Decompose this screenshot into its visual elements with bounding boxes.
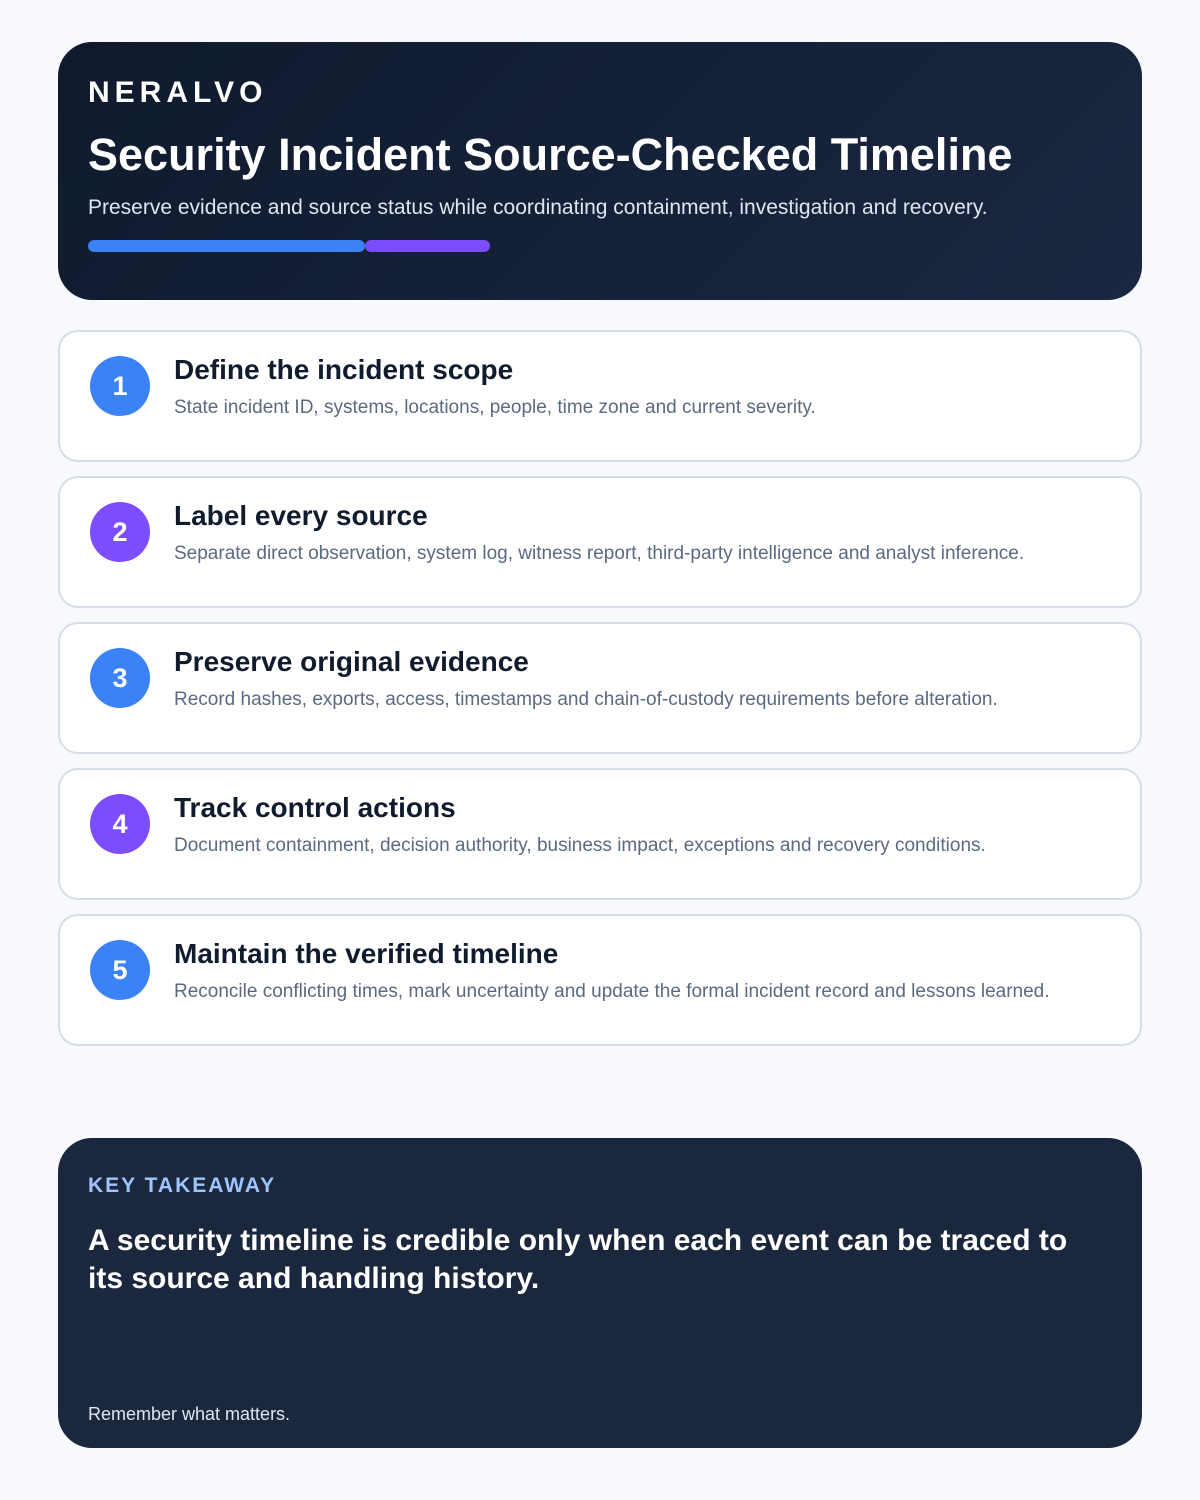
step-number-badge: 2 [90, 502, 150, 562]
step-title: Define the incident scope [174, 354, 514, 385]
step-title: Maintain the verified timeline [174, 938, 559, 969]
step-description: State incident ID, systems, locations, people, time zone and current severity. [174, 397, 816, 418]
step-description: Separate direct observation, system log, witness report, third-party intelligence and analyst inference. [174, 543, 1025, 564]
key-takeaway-panel [58, 1138, 1142, 1448]
page-subtitle: Preserve evidence and source status while coordinating containment, investigation and recovery. [88, 196, 988, 219]
step-card-4 [58, 768, 1142, 900]
takeaway-footer: Remember what matters. [88, 1404, 291, 1424]
step-number-badge: 1 [90, 356, 150, 416]
accent-bar-purple [365, 240, 490, 252]
step-card-5 [58, 914, 1142, 1046]
step-description: Record hashes, exports, access, timestamps and chain-of-custody requirements before alteration. [174, 689, 998, 710]
step-number-badge: 5 [90, 940, 150, 1000]
accent-bar-blue [88, 240, 365, 252]
header-banner [58, 42, 1142, 300]
step-number-badge: 4 [90, 794, 150, 854]
step-description: Reconcile conflicting times, mark uncertainty and update the formal incident record and lessons learned. [174, 981, 1050, 1002]
step-number-badge: 3 [90, 648, 150, 708]
step-title: Preserve original evidence [174, 646, 529, 677]
step-description: Document containment, decision authority, business impact, exceptions and recovery conditions. [174, 835, 986, 856]
brand-name: NERALVO [88, 76, 268, 109]
takeaway-label: KEY TAKEAWAY [88, 1174, 277, 1197]
step-title: Label every source [174, 500, 428, 531]
step-card-1 [58, 330, 1142, 462]
step-card-3 [58, 622, 1142, 754]
accent-bars [88, 240, 1112, 252]
step-card-2 [58, 476, 1142, 608]
takeaway-text: A security timeline is credible only when each event can be traced to its source and handling history. [88, 1224, 1068, 1295]
page-title: Security Incident Source-Checked Timeline [88, 129, 1013, 180]
step-title: Track control actions [174, 792, 456, 823]
